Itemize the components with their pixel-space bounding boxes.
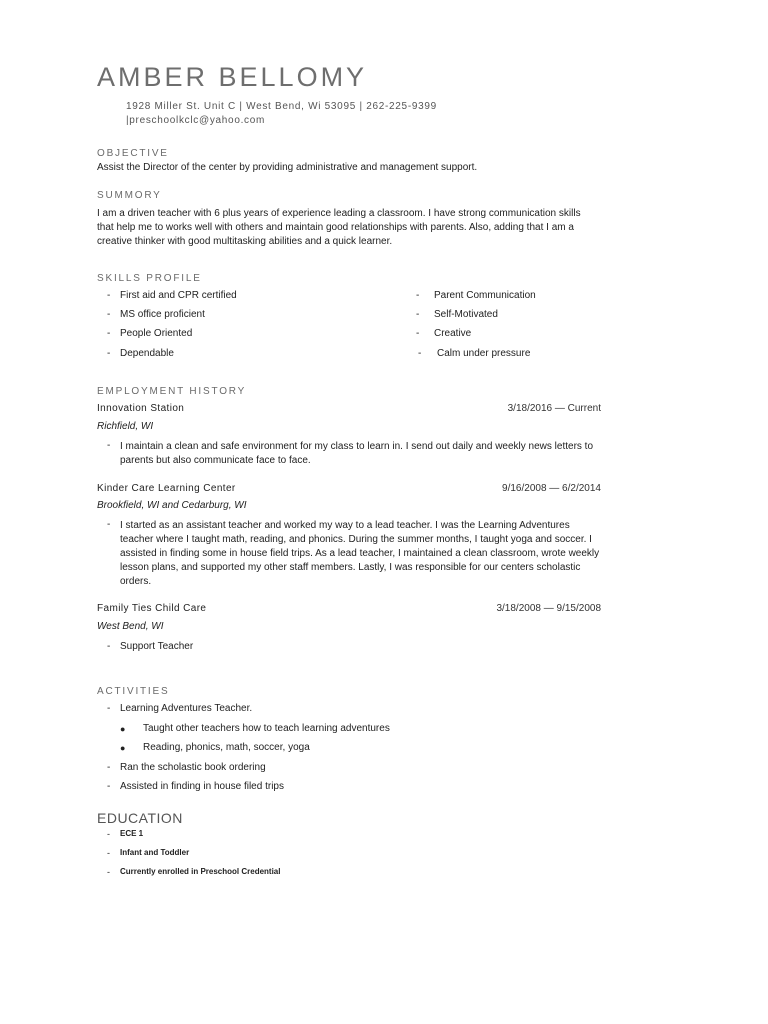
job-description-1: I maintain a clean and safe environment for my class to learn in. I send out daily and weekly news letters to parents but also communicate face to face.: [120, 441, 594, 466]
candidate-name: AMBER BELLOMY: [97, 62, 368, 92]
job-dash: -: [107, 519, 111, 530]
job-description-3: Support Teacher: [120, 641, 194, 652]
skill-left-1: First aid and CPR certified: [120, 290, 237, 301]
skill-right-3: Creative: [434, 328, 472, 339]
skill-left-3: People Oriented: [120, 328, 193, 339]
job-dates-1: 3/18/2016 — Current: [507, 403, 601, 414]
activity-item-3: Assisted in finding in house filed trips: [120, 781, 284, 792]
education-dash: -: [107, 867, 110, 877]
summary-text: I am a driven teacher with 6 plus years of experience leading a classroom. I have strong communication skills that help me to works well with others and maintain good relationships with parents. Also, adding that I am a creative thinker with good multitasking abilities and a quick learner.: [97, 208, 581, 247]
objective-text: Assist the Director of the center by providing administrative and management support.: [97, 162, 478, 173]
skill-dash: -: [107, 348, 111, 359]
skill-right-1: Parent Communication: [434, 290, 536, 301]
activity-dash: -: [107, 703, 111, 714]
skills-heading: SKILLS PROFILE: [97, 273, 202, 284]
job-description-2: I started as an assistant teacher and worked my way to a lead teacher. I was the Learning Adventures teacher where I taught math, reading, and phonics. During the summer months, I taught yoga and soccer. I assisted in finding some in house field trips. As a lead teacher, I maintained a clean classroom, wrote weekly lesson plans, and supported my other staff members. Lastly, I was responsible for our centers scholastic orders.: [120, 520, 600, 587]
summary-heading: SUMMORY: [97, 190, 162, 201]
education-item-2: Infant and Toddler: [120, 848, 190, 857]
activity-dash: -: [107, 781, 111, 792]
activity-bullet-dot: ●: [120, 724, 126, 734]
activity-subitem-2: Reading, phonics, math, soccer, yoga: [143, 742, 310, 753]
skill-dash: -: [107, 328, 111, 339]
skill-dash: -: [107, 290, 111, 301]
job-title-3: Family Ties Child Care: [97, 603, 207, 614]
activity-item-1: Learning Adventures Teacher.: [120, 703, 253, 714]
job-title-2: Kinder Care Learning Center: [97, 483, 236, 494]
job-location-2: Brookfield, WI and Cedarburg, WI: [97, 500, 247, 511]
education-item-1: ECE 1: [120, 829, 144, 838]
job-location-3: West Bend, WI: [97, 621, 164, 632]
skill-right-4: Calm under pressure: [437, 348, 531, 359]
education-item-3: Currently enrolled in Preschool Credential: [120, 867, 281, 876]
job-dates-2: 9/16/2008 — 6/2/2014: [502, 483, 601, 494]
skill-dash: -: [418, 348, 422, 359]
activity-dash: -: [107, 762, 111, 773]
activity-item-2: Ran the scholastic book ordering: [120, 762, 266, 773]
skill-right-2: Self-Motivated: [434, 309, 498, 320]
skill-left-4: Dependable: [120, 348, 174, 359]
skill-dash: -: [416, 328, 420, 339]
contact-address-phone: 1928 Miller St. Unit C | West Bend, Wi 53095 | 262-225-9399: [126, 101, 437, 112]
activity-bullet-dot: ●: [120, 743, 126, 753]
objective-heading: OBJECTIVE: [97, 148, 169, 159]
job-title-1: Innovation Station: [97, 403, 185, 414]
job-dash: -: [107, 440, 111, 451]
education-dash: -: [107, 848, 110, 858]
education-heading: EDUCATION: [97, 810, 183, 826]
education-dash: -: [107, 829, 110, 839]
skill-dash: -: [107, 309, 111, 320]
job-dash: -: [107, 641, 111, 652]
job-location-1: Richfield, WI: [97, 421, 154, 432]
skill-left-2: MS office proficient: [120, 309, 205, 320]
skill-dash: -: [416, 309, 420, 320]
skill-dash: -: [416, 290, 420, 301]
activities-heading: ACTIVITIES: [97, 686, 170, 697]
employment-heading: EMPLOYMENT HISTORY: [97, 386, 247, 397]
activity-subitem-1: Taught other teachers how to teach learning adventures: [143, 723, 390, 734]
job-dates-3: 3/18/2008 — 9/15/2008: [496, 603, 601, 614]
contact-email: |preschoolkclc@yahoo.com: [126, 115, 266, 126]
